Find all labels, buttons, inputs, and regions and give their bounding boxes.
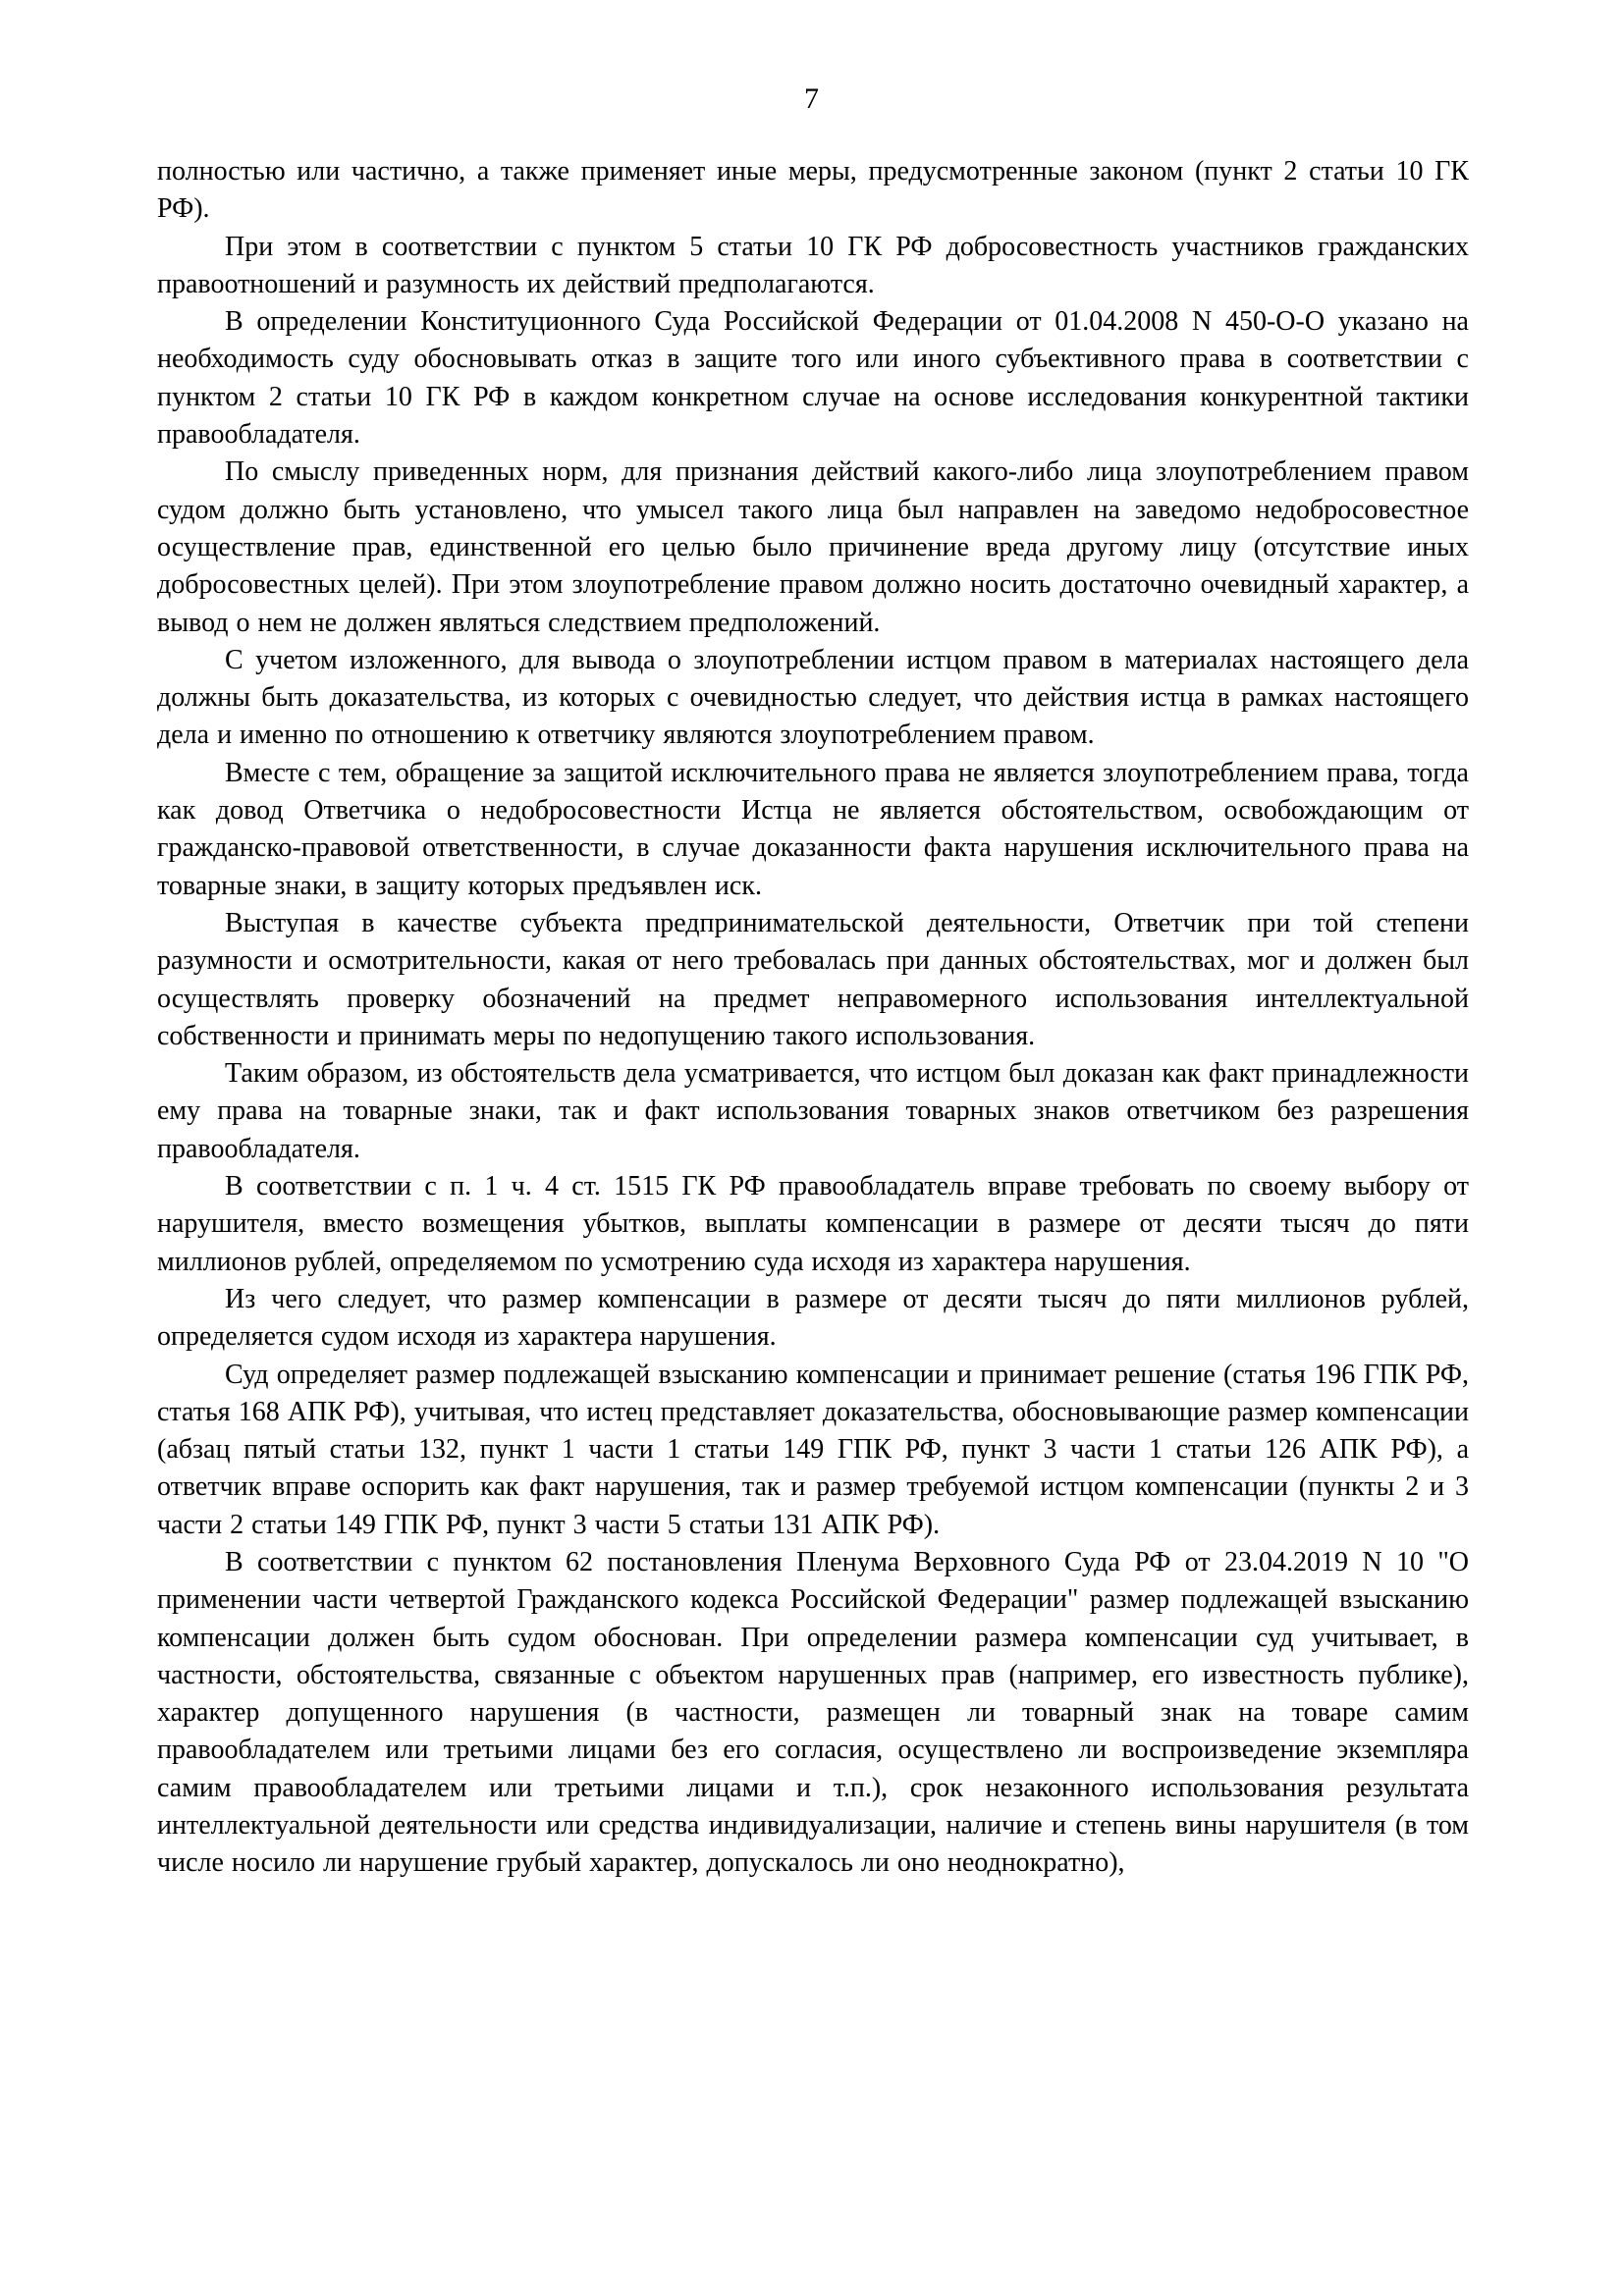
paragraph: Из чего следует, что размер компенсации в размере от десяти тысяч до пяти миллионов рублей, определяется судом исходя из характера нарушения.	[157, 1283, 1469, 1353]
paragraph: В определении Конституционного Суда Российской Федерации от 01.04.2008 N 450-О-О указано на необходимость суду обосновывать отказ в защите того или иного субъективного права в соответствии с пунктом 2 статьи 10 ГК РФ в каждом конкретном случае на основе исследования конкурентной тактики правообладателя.	[157, 306, 1469, 451]
paragraph: В соответствии с пунктом 62 постановления Пленума Верховного Суда РФ от 23.04.2019 N 10 "О применении части четвертой Гражданского кодекса Российской Федерации" размер подлежащей взысканию компенсации должен быть судом обоснован. При определении размера компенсации суд учитывает, в частности, обстоятельства, связанные с объектом нарушенных прав (например, его известность публике), характер допущенного нарушения (в частности, размещен ли товарный знак на товаре самим правообладателем или третьими лицами без его согласия, осуществлено ли воспроизведение экземпляра самим правообладателем или третьими лицами и т.п.), срок незаконного использования результата интеллектуальной деятельности или средства индивидуализации, наличие и степень вины нарушителя (в том числе носило ли нарушение грубый характер, допускалось ли оно неоднократно),	[157, 1546, 1469, 1879]
paragraph: Суд определяет размер подлежащей взысканию компенсации и принимает решение (статья 196 ГПК РФ, статья 168 АПК РФ), учитывая, что истец представляет доказательства, обосновывающие размер компенсации (абзац пятый статьи 132, пункт 1 части 1 статьи 149 ГПК РФ, пункт 3 части 1 статьи 126 АПК РФ), а ответчик вправе оспорить как факт нарушения, так и размер требуемой истцом компенсации (пункты 2 и 3 части 2 статьи 149 ГПК РФ, пункт 3 части 5 статьи 131 АПК РФ).	[157, 1359, 1469, 1540]
paragraph: полностью или частично, а также применяет иные меры, предусмотренные законом (пункт 2 статьи 10 ГК РФ).	[157, 156, 1469, 225]
paragraph: Выступая в качестве субъекта предпринимательской деятельности, Ответчик при той степени разумности и осмотрительности, какая от него требовалась при данных обстоятельствах, мог и должен был осуществлять проверку обозначений на предмет неправомерного использования интеллектуальной собственности и принимать меры по недопущению такого использования.	[157, 907, 1469, 1051]
paragraph: Таким образом, из обстоятельств дела усматривается, что истцом был доказан как факт принадлежности ему права на товарные знаки, так и факт использования товарных знаков ответчиком без разрешения правообладателя.	[157, 1058, 1469, 1164]
paragraph: В соответствии с п. 1 ч. 4 ст. 1515 ГК РФ правообладатель вправе требовать по своему выбору от нарушителя, вместо возмещения убытков, выплаты компенсации в размере от десяти тысяч до пяти миллионов рублей, определяемом по усмотрению суда исходя из характера нарушения.	[157, 1171, 1469, 1277]
paragraph: Вместе с тем, обращение за защитой исключительного права не является злоупотреблением права, тогда как довод Ответчика о недобросовестности Истца не является обстоятельством, освобождающим от гражданско-правовой ответственности, в случае доказанности факта нарушения исключительного права на товарные знаки, в защиту которых предъявлен иск.	[157, 757, 1469, 901]
paragraph: По смыслу приведенных норм, для признания действий какого-либо лица злоупотреблением правом судом должно быть установлено, что умысел такого лица был направлен на заведомо недобросовестное осуществление прав, единственной его целью было причинение вреда другому лицу (отсутствие иных добросовестных целей). При этом злоупотребление правом должно носить достаточно очевидный характер, а вывод о нем не должен являться следствием предположений.	[157, 456, 1469, 638]
paragraph: С учетом изложенного, для вывода о злоупотреблении истцом правом в материалах настоящего дела должны быть доказательства, из которых с очевидностью следует, что действия истца в рамках настоящего дела и именно по отношению к ответчику являются злоупотреблением правом.	[157, 644, 1469, 751]
page-number: 7	[804, 82, 819, 115]
document-body	[157, 153, 1469, 1883]
paragraph: При этом в соответствии с пунктом 5 статьи 10 ГК РФ добросовестность участников гражданских правоотношений и разумность их действий предполагаются.	[157, 231, 1469, 299]
